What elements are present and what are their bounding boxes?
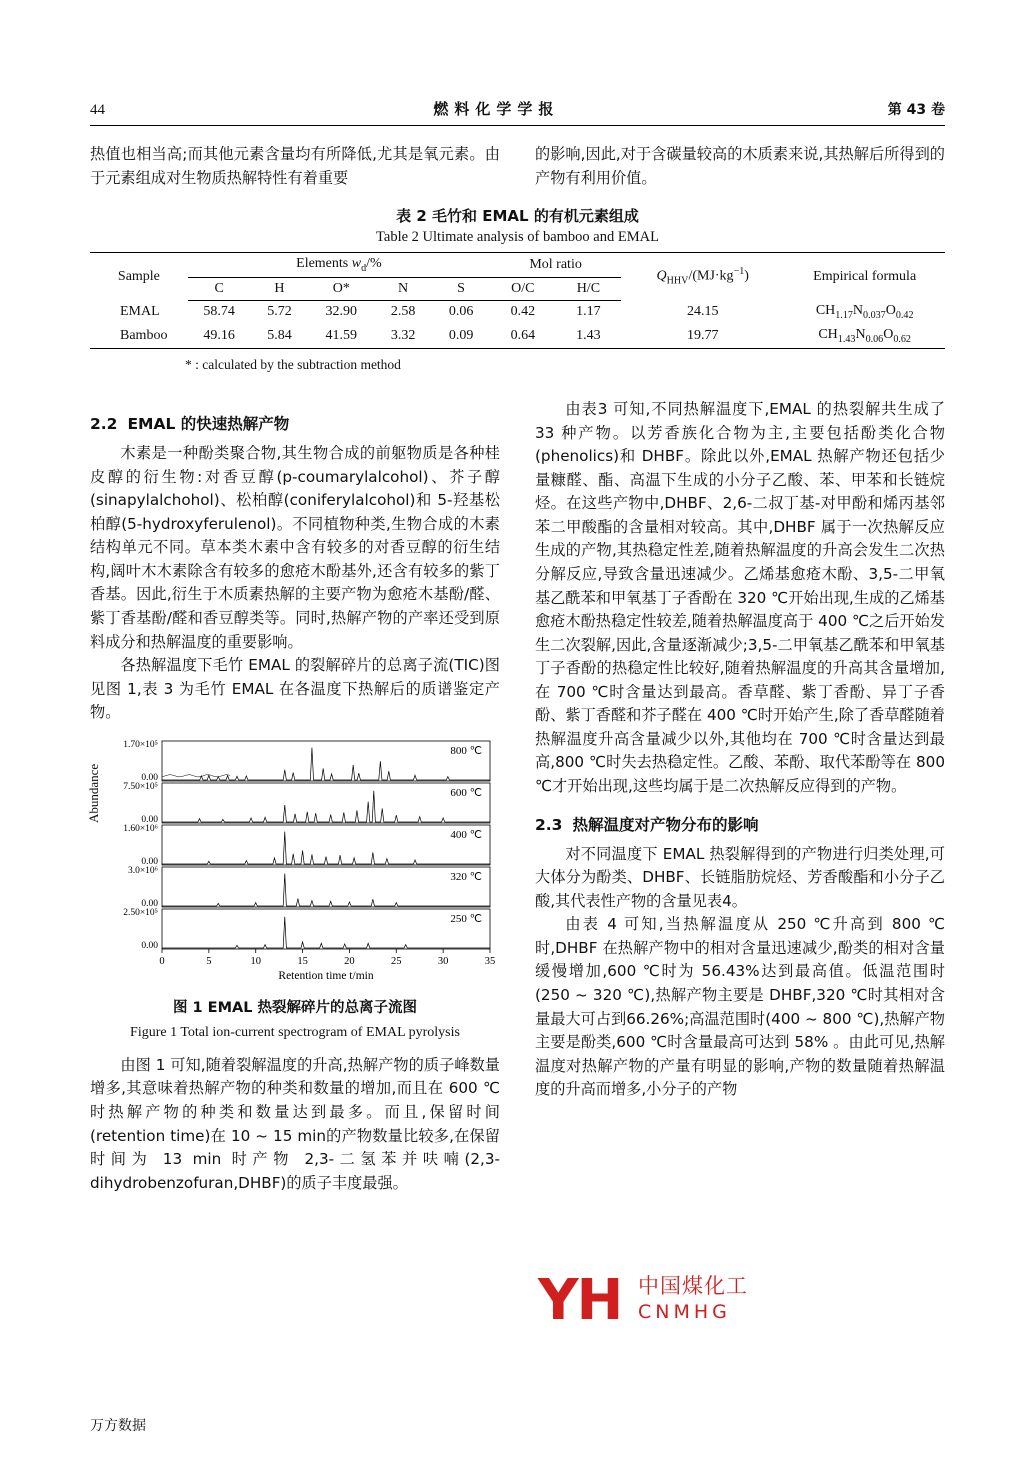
table2 bbox=[90, 252, 945, 349]
table2-r0-o: 32.90 bbox=[325, 304, 358, 320]
table2-r0-hc: 1.17 bbox=[576, 304, 601, 320]
formula-base: CH bbox=[815, 303, 836, 319]
formula-sub1: 1.17 bbox=[835, 310, 853, 322]
formula-sub3: 0.62 bbox=[893, 333, 911, 345]
table2-header-qhhv: $Q_{HHV}/(MJ\cdot kg^{-1})$ bbox=[621, 253, 784, 301]
page-number: 44 bbox=[90, 102, 105, 118]
formula-sub3: 0.42 bbox=[895, 310, 914, 322]
svg-text:0.00: 0.00 bbox=[141, 772, 158, 783]
svg-text:0: 0 bbox=[159, 955, 165, 967]
table2-r1-o: 41.59 bbox=[308, 324, 374, 348]
table2-r1-h: 5.84 bbox=[250, 324, 308, 348]
right-top-paragraph: 的影响,因此,对于含碳量较高的木质素来说,其热解后所得到的产物有利用价值。 bbox=[535, 145, 945, 187]
paragraph-after-figure: 由图 1 可知,随着裂解温度的升高,热解产物的质子峰数量增多,其意味着热解产物的种类和数量的增加,而且在 600 ℃时热解产物的种类和数量达到最多。而且,保留时间(retention time)在 10 ~ 15 min的产物数量比较多,在保留时间为 13 min 时产物 2,3-二氢苯并呋喃(2,3-dihydrobenzofuran,DHBF)的质子丰度最强。 bbox=[90, 1055, 500, 1192]
tic-spectrogram-svg bbox=[90, 735, 500, 985]
table-row bbox=[90, 324, 945, 348]
section-2-2-title: EMAL 的快速热解产物 bbox=[127, 415, 290, 433]
running-head bbox=[90, 98, 945, 119]
table2-r1-s: 0.09 bbox=[432, 324, 490, 348]
svg-text:800 ℃: 800 ℃ bbox=[450, 744, 482, 757]
table2-r1-oc: 0.64 bbox=[490, 324, 556, 348]
table2-r1-sample: Bamboo bbox=[90, 324, 188, 348]
svg-text:0.00: 0.00 bbox=[141, 940, 158, 951]
table2-title-cn: 表 2 毛竹和 EMAL 的有机元素组成 bbox=[396, 207, 639, 225]
section-2-2-number: 2.2 bbox=[90, 415, 118, 433]
table2-subheader-c: C bbox=[188, 277, 251, 300]
paragraph-2-2-2: 各热解温度下毛竹 EMAL 的裂解碎片的总离子流(TIC)图见图 1,表 3 为毛竹 EMAL 在各温度下热解后的质谱鉴定产物。 bbox=[90, 656, 500, 722]
formula-sub2: 0.06 bbox=[865, 333, 884, 345]
formula-base: CH bbox=[818, 327, 838, 343]
paragraph-right-3: 由表 4 可知,当热解温度从 250 ℃升高到 800 ℃时,DHBF 在热解产物中的相对含量迅速减少,酚类的相对含量缓慢增加,600 ℃时为 56.43%达到最高值。低温范围时(250 ~ 320 ℃),热解产物主要是 DHBF,320 ℃时其相对含量最大可占到66.26%;高温范围时(400 ~ 800 ℃),热解产物主要是酚类,600 ℃时含量最高可达到 58% 。由此可见,热解温度对热解产物的产量有明显的影响,产物的数量随着热解温度的升高而增多,小分子的产物 bbox=[535, 915, 945, 1099]
table2-title-en: Table 2 Ultimate analysis of bamboo and EMAL bbox=[376, 229, 659, 245]
svg-text:1.70×10⁵: 1.70×10⁵ bbox=[123, 739, 158, 750]
volume-label: 第 43 卷 bbox=[887, 102, 945, 118]
svg-text:1.60×10⁶: 1.60×10⁶ bbox=[123, 823, 158, 834]
svg-text:0.00: 0.00 bbox=[141, 856, 158, 867]
table2-r1-c: 49.16 bbox=[188, 324, 251, 348]
table2-subheader-o: O* bbox=[308, 277, 374, 300]
svg-text:15: 15 bbox=[297, 955, 308, 967]
watermark-en-text: CNMHG bbox=[638, 1301, 731, 1323]
svg-text:0.00: 0.00 bbox=[141, 898, 158, 909]
table2-subheader-n: N bbox=[374, 277, 432, 300]
svg-text:320 ℃: 320 ℃ bbox=[450, 870, 482, 883]
svg-text:25: 25 bbox=[391, 955, 402, 967]
table2-header-sample: Sample bbox=[90, 253, 188, 301]
table2-r0-qhhv: 24.15 bbox=[686, 304, 719, 320]
table2-r0-c: 58.74 bbox=[203, 304, 235, 320]
svg-text:10: 10 bbox=[250, 955, 261, 967]
table2-group-header-row bbox=[90, 253, 945, 278]
paragraph-right-1: 由表3 可知,不同热解温度下,EMAL 的热裂解共生成了 33 种产物。以芳香族化合物为主,主要包括酚类化合物(phenolics)和 DHBF。除此以外,EMAL 热解产物还包括少量糠醛、酯、高温下生成的小分子乙酸、苯、甲苯和长链烷烃。在这些产物中,DHBF、2,6-二叔丁基-对甲酚和烯丙基邻苯二甲酸酯的含量相对较高。其中,DHBF 属于一次热解反应生成的产物,其热稳定性差,随着热解温度的升高会发生二次热分解反应,导致含量迅速减少。乙烯基愈疮木酚、3,5-二甲氧基乙酰苯和甲氧基丁子香酚在 320 ℃开始出现,生成的乙烯基愈疮木酚热稳定性较差,随着热解温度高于 400 ℃之后开始发生二次裂解,因此,含量逐渐减少;3,5-二甲氧基乙酰苯和甲氧基丁子香酚的热稳定性比较好,随着热解温度的升高其含量增加,在 700 ℃时含量达到最高。香草醛、紫丁香酚、异丁子香酚、紫丁香醛和芥子醛在 400 ℃时开始产生,除了香草醛随着热解温度升高含量减少以外,其他均在 700 ℃时含量达到最高,800 ℃时失去热稳定性。乙酸、苯酚、取代苯酚等在 800 ℃才开始出现,这些均属于是二次热解反应得到的产物。 bbox=[535, 400, 945, 795]
section-2-3-number: 2.3 bbox=[535, 815, 563, 834]
section-heading-2-2 bbox=[90, 412, 500, 436]
figure-1-chart bbox=[86, 735, 500, 985]
figure-1-caption-en: Figure 1 Total ion-current spectrogram of EMAL pyrolysis bbox=[130, 1025, 460, 1041]
header-rule bbox=[90, 125, 945, 126]
table2-r0-s: 0.06 bbox=[448, 304, 474, 320]
table2-r0-sample: EMAL bbox=[120, 304, 160, 320]
table2-header-formula: Empirical formula bbox=[784, 253, 945, 301]
svg-text:Retention time t/min: Retention time t/min bbox=[278, 969, 374, 982]
table2-subheader-h: H bbox=[250, 277, 308, 300]
left-column-top bbox=[90, 143, 500, 198]
table2-r1-n: 3.32 bbox=[374, 324, 432, 348]
svg-text:7.50×10⁵: 7.50×10⁵ bbox=[123, 781, 158, 792]
svg-text:600 ℃: 600 ℃ bbox=[450, 786, 482, 799]
table-row bbox=[90, 300, 945, 324]
figure-1 bbox=[86, 735, 500, 1044]
table2-r0-oc: 0.42 bbox=[510, 304, 536, 320]
table2-header-molratio: Mol ratio bbox=[490, 253, 621, 278]
table2-block bbox=[90, 205, 945, 373]
y-axis-label: Abundance bbox=[86, 763, 101, 823]
svg-text:5: 5 bbox=[206, 955, 212, 967]
formula-sub1: 1.43 bbox=[837, 333, 856, 345]
table2-r1-qhhv: 19.77 bbox=[621, 324, 784, 348]
formula-n: N bbox=[852, 303, 864, 319]
left-top-paragraph: 热值也相当高;而其他元素含量均有所降低,尤其是氧元素。由于元素组成对生物质热解特性有着重要 bbox=[90, 145, 500, 187]
paragraph-right-2: 对不同温度下 EMAL 热裂解得到的产物进行归类处理,可大体分为酚类、DHBF、长链脂肪烷烃、芳香酸酯和小分子乙酸,其代表性产物的含量见表4。 bbox=[535, 844, 945, 910]
table2-subheader-oc: O/C bbox=[490, 277, 556, 300]
journal-title: 燃料化学学报 bbox=[433, 100, 560, 118]
watermark-logo: YH bbox=[538, 1268, 622, 1333]
left-column-body bbox=[86, 398, 500, 1398]
formula-o: O bbox=[883, 327, 894, 343]
formula-o: O bbox=[885, 303, 896, 319]
table2-footnote: * : calculated by the subtraction method bbox=[185, 356, 401, 372]
table2-r0-formula bbox=[784, 300, 945, 324]
right-column-body bbox=[535, 398, 945, 1398]
svg-text:400 ℃: 400 ℃ bbox=[450, 828, 482, 841]
svg-text:0.00: 0.00 bbox=[141, 814, 158, 825]
svg-text:30: 30 bbox=[437, 955, 449, 967]
table2-r0-n: 2.58 bbox=[390, 304, 416, 320]
formula-sub2: 0.037 bbox=[863, 310, 886, 322]
section-2-3-title: 热解温度对产物分布的影响 bbox=[572, 815, 759, 834]
table2-subheader-hc: H/C bbox=[556, 277, 622, 300]
section-heading-2-3 bbox=[535, 813, 945, 837]
svg-text:35: 35 bbox=[484, 955, 496, 967]
svg-text:250 ℃: 250 ℃ bbox=[450, 912, 482, 925]
table2-r0-h: 5.72 bbox=[267, 304, 292, 320]
watermark-cn-text: 中国煤化工 bbox=[638, 1274, 748, 1298]
svg-text:3.0×10⁶: 3.0×10⁶ bbox=[127, 865, 158, 876]
svg-text:2.50×10⁵: 2.50×10⁵ bbox=[123, 907, 158, 918]
table2-header-elements: Elements $w_d/\%$ bbox=[188, 253, 490, 278]
footer-source: 万方数据 bbox=[90, 1418, 146, 1434]
figure-1-caption-cn: 图 1 EMAL 热裂解碎片的总离子流图 bbox=[172, 999, 418, 1016]
table2-r1-formula bbox=[784, 324, 945, 348]
formula-n: N bbox=[855, 327, 866, 343]
paragraph-2-2-1: 木素是一种酚类聚合物,其生物合成的前躯物质是各种桂皮醇的衍生物:对香豆醇(p-coumarylalcohol)、芥子醇(sinapylalchohol)、松柏醇(coniferylalcohol)和 5-羟基松柏醇(5-hydroxyferulenol)。不同植物种类,生物合成的木素结构单元不同。草本类木素中含有较多的对香豆醇的衍生结构,阔叶木木素除含有较多的愈疮木酚基外,还含有较多的紫丁香基。因此,衍生于木质素热解的主要产物为愈疮木基酚/醛、紫丁香基酚/醛和香豆醇类等。同时,热解产物的产率还受到原料成分和热解温度的重要影响。 bbox=[90, 444, 500, 651]
svg-text:20: 20 bbox=[344, 955, 355, 967]
right-column-top bbox=[535, 143, 945, 198]
table2-r1-hc: 1.43 bbox=[556, 324, 622, 348]
table2-subheader-s: S bbox=[432, 277, 490, 300]
